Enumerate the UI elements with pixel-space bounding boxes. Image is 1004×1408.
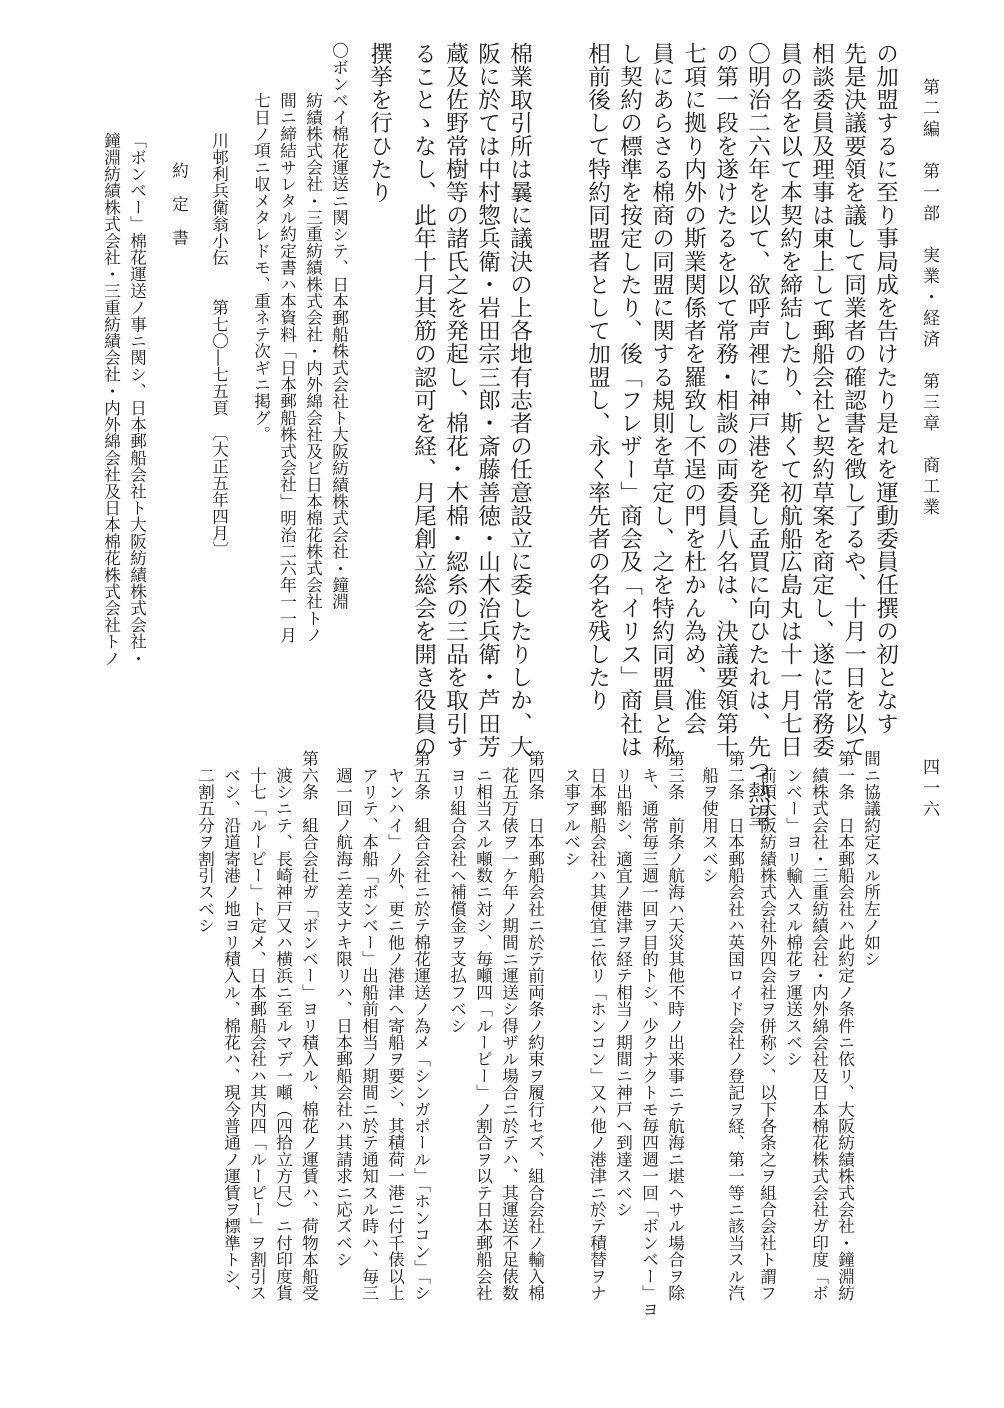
text-column: の第一段を遂けたるを以て常務・相談の両委員八名は、決議要領第十 [712,42,739,759]
editor-note-column: 七日ノ項ニ収メタレドモ、重ネテ次ギニ掲グ。 [251,92,271,443]
article-column: ンベー」ヨリ輸入スル棉花ヲ運送スベシ [783,750,803,1068]
text-column: の加盟するに至り事局成を告けたり是れを運動委員任撰の初となす [872,42,899,735]
text-column: 蔵及佐野常樹等の諸氏之を発起し、棉花・木棉・綛糸の三品を取引す [442,42,469,759]
article-column: 第六条 組合会社ガ「ボンベー」ヨリ積入ル、棉花ノ運賃ハ、荷物本船受 [299,750,319,1302]
article-column: 第四条 日本郵船会社ニ於テ前両条ノ約束ヲ履行セズ、組合会社ノ輸入棉 [525,750,545,1302]
running-header: 第二編 第一部 実業・経済 第三章 商工業 [919,78,939,519]
article-column: 花五万俵ヲ一ケ年ノ期間ニ運送シ得ザル場合ニ於テハ、其運送不足俵数 [499,750,519,1302]
article-column: 前項大阪紡績株式会社外四会社ヲ併称シ、以下各条之ヲ組合会社ト謂フ [757,750,777,1302]
article-column: 渡シニテ、長崎神戸又ハ横浜ニ至ルマデ一噸（四拾立方尺）ニ付印度貨 [273,750,293,1302]
text-column: 撰挙を行ひたり [366,42,393,204]
article-column: 第一条 日本郵船会社ハ此約定ノ条件ニ依リ、大阪紡績株式会社・鐘淵紡 [835,750,855,1302]
article-column: 第五条 組合会社ニ於テ棉花運送ノ為メ「シンガポール」「ホンコン」「シ [411,750,431,1302]
article-column: ヤンハイ」ノ外、更ニ他ノ港津ヘ寄船ヲ要シ、其積荷一港ニ付千俵以上 [385,750,405,1302]
text-column: 〇明治二六年を以て、欲呼声裡に神戸港を発し孟買に向ひたれは、先つ熱望 [744,42,771,828]
editor-note-column: 紡績株式会社・三重紡績株式会社・内外綿会社及ビ日本棉花株式会社トノ [303,92,323,644]
text-column: 七項に拠り内外の斯業関係者を羅致し不逞の門を杜かん為め、准会 [680,42,707,735]
article-column: 間ニ協議約定スル所左ノ如シ [861,750,881,968]
article-column: 週一回ノ航海ニ差支ナキ限リハ、日本郵船会社ハ其請求ニ応ズベシ [333,750,353,1268]
article-column: 十七「ルーピー」ト定メ、日本郵船会社ハ其内四「ルーピー」ヲ割引ス [247,750,267,1302]
article-column: 績株式会社・三重紡績会社・内外綿会社及日本棉花株式会社ガ印度「ボ [809,750,829,1302]
article-column: 第二条 日本郵船会社ハ英国ロイド会社ノ登記ヲ経、第一等ニ該当スル汽 [725,750,745,1302]
text-column: 相談委員及理事は東上して郵船会社と契約草案を商定し、遂に常務委 [808,42,835,759]
text-column: 相前後して特約同盟者として加盟し、永く率先者の名を残したり [584,42,611,712]
page-number: 四一六 [919,758,939,821]
text-column: 棉業取引所は曩に議決の上各地有志者の任意設立に委したりしか、大 [506,42,533,759]
article-column: ヨリ組合会社ヘ補償金ヲ支払フベシ [447,750,467,1034]
document-intro: 「ボンベー」棉花運送ノ事ニ関シ、日本郵船会社ト大阪紡績株式会社・ [127,132,147,667]
source-citation: 川邨利兵衛翁小伝 第七〇―七五頁 〔大正五年四月〕 [209,132,229,558]
text-column: ることゝなし、此年十月其筋の認可を経、月尾創立総会を開き役員の [410,42,437,759]
text-column: 先是決議要領を議して同業者の確認書を徴し了るや、十月一日を以て [840,42,867,759]
article-column: リ出船シ、適宜ノ港津ヲ経テ相当ノ期間ニ神戸ヘ到達スベシ [613,750,633,1218]
article-column: キ、通常毎三週一回ヲ目的トシ、少クナクトモ毎四週一回「ボンベー」ヨ [639,750,659,1318]
text-column: 員の名を以て本契約を締結したり、斯くて初航船広島丸は十一月七日 [776,42,803,759]
article-column: ベシ、沿道寄港ノ地ヨリ積入ル、棉花ハ、現今普通ノ運賃ヲ標準トシ、 [221,750,241,1302]
text-column: 阪に於ては中村惣兵衛・岩田宗三郎・斎藤善徳・山木治兵衛・芦田芳 [474,42,501,759]
article-column: ス事アルベシ [561,750,581,867]
text-column: し契約の標準を按定したり、後「フレザー」商会及「イリス」商社は [616,42,643,759]
text-column: 員にあらさる棉商の同盟に関する規則を草定し、之を特約同盟員と称 [648,42,675,759]
document-intro: 鐘淵紡績株式会社・三重紡績会社・内外綿会社及日本棉花株式会社トノ [101,132,121,667]
editor-note-column: 〇ボンベイ棉花運送ニ関シテ、日本郵船株式会社ト大阪紡績株式会社・鐘淵 [329,42,349,610]
article-column: アリテ、本船「ボンベー」出船前相当ノ期間ニ於テ通知スル時ハ、毎三 [359,750,379,1302]
editor-note-column: 間ニ締結サレタル約定書ハ本資料「日本郵船株式会社」明治二六年一一月 [277,92,297,644]
article-column: 日本郵船会社ハ其便宜ニ依リ「ホンコン」又ハ他ノ港津ニ於テ積替ヲナ [587,750,607,1302]
article-column: 船ヲ使用スベシ [699,750,719,884]
article-column: 第三条 前条ノ航海ハ天災其他不時ノ出来事ニテ航海ニ堪ヘサル場合ヲ除 [665,750,685,1302]
article-column: 二割五分ヲ割引スベシ [195,750,215,934]
document-title: 約 定 書 [169,162,189,246]
article-column: ニ相当スル噸数ニ対シ、毎噸四「ルーピー」ノ割合ヲ以テ日本郵船会社 [473,750,493,1302]
